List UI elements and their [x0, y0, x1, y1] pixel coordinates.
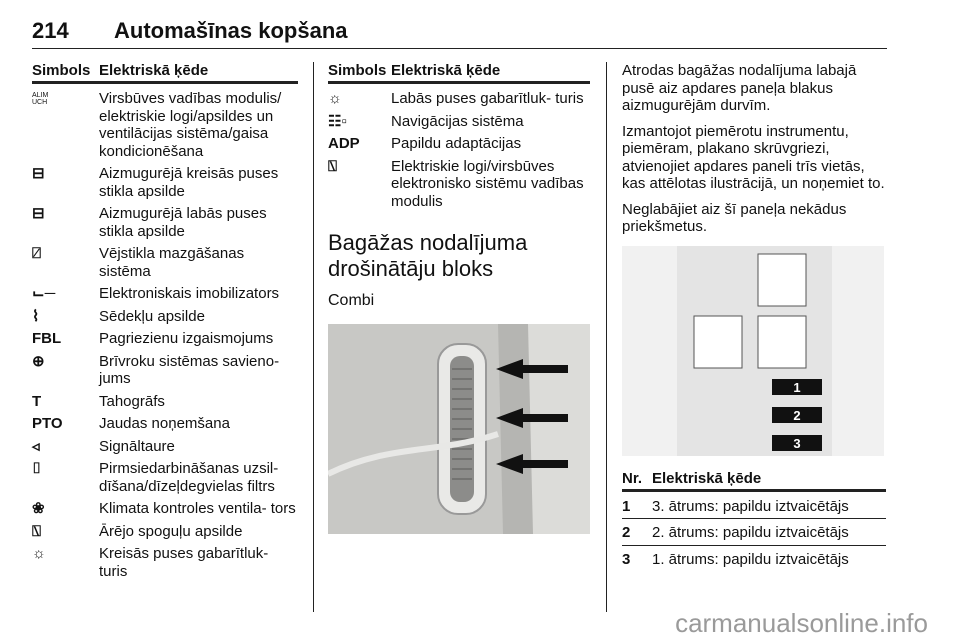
trim-panel-photo — [328, 324, 590, 534]
table-row: ☼ Labās puses gabarītluk- turis — [328, 90, 584, 107]
table-row: ◃ Signāltaure — [32, 437, 175, 455]
washer-icon: ⍁ — [32, 245, 42, 262]
symbol-table-2 — [328, 62, 590, 534]
table-row: ☷▫ Navigācijas sistēma — [328, 112, 524, 130]
fuse-label: 2 — [793, 407, 801, 423]
col-circuit-header: Elektriskā ķēde — [99, 62, 209, 79]
column-divider — [313, 62, 314, 612]
table-header — [622, 470, 886, 492]
table-row: ALIM UCH Virsbūves vadības modulis/ elektriskie logi/apsildes un ventilācijas sistēma/gaisa kondicionēšana — [32, 90, 282, 160]
watermark: carmanualsonline.info — [675, 608, 928, 638]
table-row: 2 2. ātrums: papildu iztvaicētājs — [622, 524, 886, 546]
section-heading: Bagāžas nodalījuma drošinātāju bloks — [328, 230, 528, 281]
rear-window-heat-left-icon: ⊟ — [32, 165, 45, 182]
col-circuit-header: Elektriskā ķēde — [652, 469, 762, 487]
navigation-icon: ☷▫ — [328, 112, 347, 130]
mirror-heat-icon: ⍂ — [32, 522, 42, 540]
adp-label: ADP — [328, 135, 360, 152]
page-header — [32, 10, 887, 49]
table-row: FBL Pagriezienu izgaismojums — [32, 330, 274, 347]
fuse-label: 3 — [793, 435, 801, 451]
col-nr-header: Nr. — [622, 469, 643, 487]
table-row: ❀ Klimata kontroles ventila- tors — [32, 500, 296, 517]
climate-fan-icon: ❀ — [32, 500, 45, 517]
horn-icon: ◃ — [32, 437, 40, 455]
col-symbol-header: Simbols — [32, 62, 91, 79]
trim-panel-illustration — [328, 324, 590, 534]
key-immobilizer-icon: ⌙─ — [32, 285, 56, 302]
page-number: 214 — [32, 18, 69, 43]
column-divider — [606, 62, 607, 612]
table-row: PTO Jaudas noņemšana — [32, 415, 230, 432]
side-light-right-icon: ☼ — [328, 90, 342, 107]
symbol-table-1 — [32, 62, 298, 585]
right-column — [622, 62, 886, 576]
table-row: ⍂ Elektriskie logi/virsbūves elektronisko sistēmu vadības modulis — [328, 157, 584, 210]
table-row: ⌷ Pirmsiedarbināšanas uzsil- dīšana/dīzeļdegvielas filtrs — [32, 460, 279, 495]
table-row: 1 3. ātrums: papildu iztvaicētājs — [622, 498, 886, 520]
table-row: ⌙─ Elektroniskais imobilizators — [32, 285, 280, 302]
table-header — [328, 62, 590, 84]
page-title: Automašīnas kopšana — [114, 18, 348, 43]
table-row: T Tahogrāfs — [32, 392, 165, 410]
fuel-filter-heat-icon: ⌷ — [32, 460, 42, 477]
table-row: ⍁ Vējstikla mazgāšanas sistēma — [32, 245, 245, 280]
table-row: ⊟ Aizmugurējā labās puses stikla apsilde — [32, 205, 267, 240]
handsfree-icon: ⊕ — [32, 352, 45, 370]
table-row: ☼ Kreisās puses gabarītluk- turis — [32, 545, 269, 580]
table-row: ⍂ Ārējo spoguļu apsilde — [32, 522, 243, 540]
fuse-table — [622, 470, 886, 572]
tachograph-icon: T — [32, 392, 42, 410]
table-row: ADP Papildu adaptācijas — [328, 135, 522, 152]
rear-window-heat-right-icon: ⊟ — [32, 205, 45, 222]
fuse-label: 1 — [793, 379, 801, 395]
table-row: 3 1. ātrums: papildu iztvaicētājs — [622, 550, 849, 568]
table-header — [32, 62, 298, 84]
side-light-left-icon: ☼ — [32, 545, 46, 562]
alim-uch-icon: ALIM UCH — [32, 92, 49, 106]
paragraph: Neglabājiet aiz šī paneļa nekādus priekšmetus. — [622, 200, 847, 235]
col-symbol-header: Simbols — [328, 62, 387, 79]
table-row: ⊕ Brīvroku sistēmas savieno- jums — [32, 352, 280, 387]
table-row: ⊟ Aizmugurējā kreisās puses stikla apsilde — [32, 165, 279, 200]
fuse-box-diagram — [622, 246, 884, 456]
paragraph: Atrodas bagāžas nodalījuma labajā pusē aiz apdares paneļa blakus aizmugurējām durvīm. — [622, 62, 857, 114]
section-subheading: Combi — [328, 292, 375, 309]
table-row: ⌇ Sēdekļu apsilde — [32, 307, 205, 325]
paragraph: Izmantojot piemērotu instrumentu, piemēram, plakano skrūvgriezi, atvienojiet apdares paneli trīs vietās, kas attēlotas ilustrācijā, un noņemiet to. — [622, 122, 885, 192]
col-circuit-header: Elektriskā ķēde — [391, 62, 501, 79]
fbl-label: FBL — [32, 330, 62, 347]
pto-label: PTO — [32, 415, 63, 432]
seat-heat-icon: ⌇ — [32, 307, 40, 325]
power-window-icon: ⍂ — [328, 157, 338, 175]
